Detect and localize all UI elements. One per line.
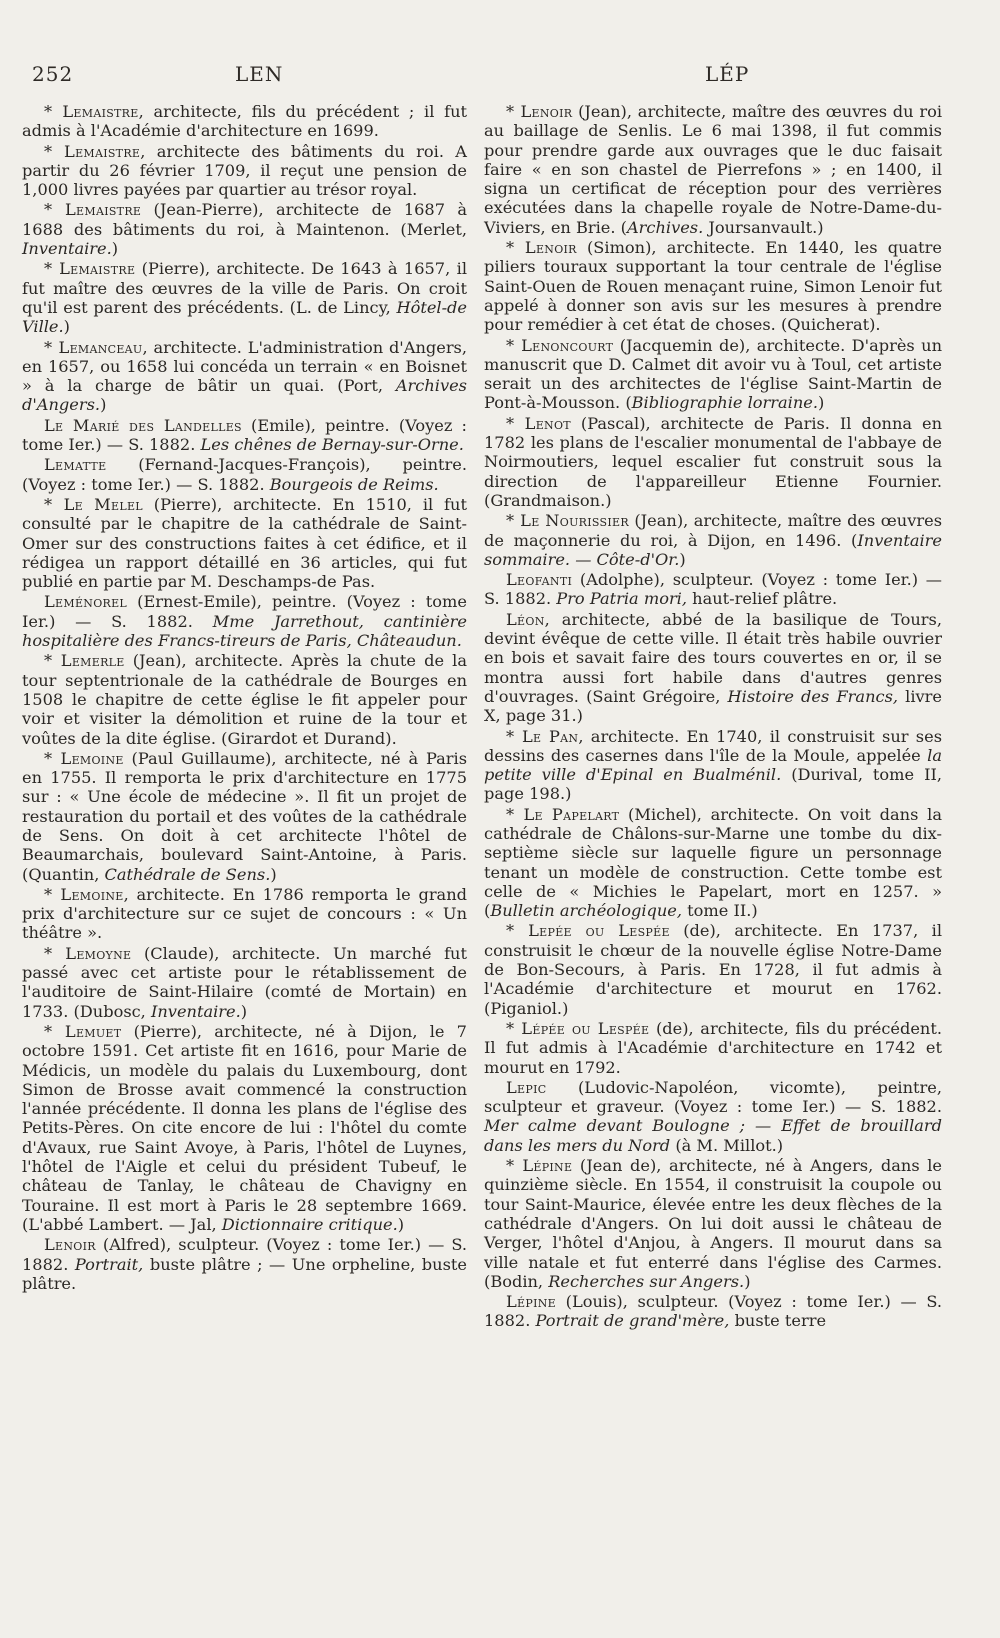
entry-reference: Mer calme devant Boulogne ; — Effet de brouillard dans les mers du Nord [484, 1116, 942, 1155]
entry-tail: (Durival, tome II, page 198.) [484, 765, 942, 804]
entry-reference: Hôtel-de Ville. [22, 297, 467, 337]
entry-name: Lenoir [44, 1235, 96, 1255]
dictionary-entry [22, 142, 467, 200]
dictionary-entry [22, 338, 467, 415]
dictionary-entry [22, 1235, 467, 1293]
entry-name: * Lenoir [506, 238, 577, 258]
entry-name: * Lépine [506, 1156, 573, 1176]
entry-reference: Les chênes de Bernay-sur-Orne. [200, 435, 464, 455]
dictionary-entry [22, 885, 467, 943]
entry-text: (Adolphe), sculpteur. (Voyez : tome Ier.) — S. 1882. [484, 570, 942, 609]
entry-text: (Jean), architecte, maître des œuvres de maçonnerie du roi, à Dijon, en 1496. ( [484, 511, 942, 550]
entry-reference: Cathédrale de Sens. [104, 864, 271, 884]
running-header [0, 62, 1000, 92]
dictionary-entry [22, 651, 467, 747]
entry-reference: Dictionnaire critique. [221, 1214, 398, 1234]
page-number: 252 [32, 62, 74, 86]
entry-reference: Pro Patria mori, [556, 589, 688, 609]
entry-name: Lépine [506, 1292, 556, 1312]
entry-text: (Alfred), sculpteur. (Voyez : tome Ier.) — S. 1882. [22, 1235, 467, 1274]
entry-reference: Archives d'Angers. [22, 376, 467, 415]
entry-tail: (à M. Millot.) [670, 1135, 784, 1155]
entry-name: Lematte [44, 455, 107, 475]
dictionary-entry [484, 238, 942, 334]
entry-text: (Pascal), architecte de Paris. Il donna en 1782 les plans de l'escalier monumental de l'abbaye de Noirmoutiers, lequel escalier fut construit sous la direction de l'appareilleur Etienne Fournier. (Grandmaison.) [484, 413, 942, 510]
entry-name: * Lepée ou Lespée [506, 921, 670, 941]
entry-name: * Lemaistre [44, 102, 139, 121]
entry-tail: ) [679, 549, 686, 569]
dictionary-entry [484, 610, 942, 726]
entry-tail: ) [63, 317, 70, 337]
entry-text: (Claude), architecte. Un marché fut passé avec cet artiste pour le rétablissement de l'auditoire de Saint-Hilaire (comté de Mortain) en 1733. (Dubosc, [22, 943, 467, 1021]
entry-text: , architecte. En 1740, il construisit sur ses dessins des casernes dans l'île de la Moule, appelée [484, 726, 942, 765]
entry-tail: tome II.) [682, 901, 758, 921]
dictionary-entry [22, 592, 467, 650]
entry-tail: Joursanvault.) [703, 217, 824, 237]
entry-name: * Lépée ou Lespée [506, 1018, 650, 1038]
entry-tail: ) [240, 1001, 248, 1021]
entry-reference: Portrait, [74, 1254, 144, 1274]
dictionary-entry [22, 200, 467, 258]
dictionary-entry [484, 1078, 942, 1155]
entry-name: * Lemerle [44, 651, 125, 671]
left-column [22, 102, 467, 1294]
entry-text: (Jean de), architecte, né à Angers, dans le quinzième siècle. En 1554, il construisit la coupole ou tour Saint-Maurice, élevée entre les deux flèches de la cathédrale d'Angers. On lui doit aussi le château de Verger, l'hôtel d'Anjou, à Angers. Il mourut dans sa ville natale et fut enterré dans l'église des Carmes. (Bodin, [484, 1156, 943, 1291]
entry-tail: ) [270, 864, 277, 884]
dictionary-entry [484, 570, 942, 609]
entry-name: * Le Melel [44, 494, 143, 514]
entry-name: * Lenoncourt [506, 335, 614, 355]
entry-tail: livre X, page 31.) [484, 686, 943, 726]
entry-text: (Paul Guillaume), architecte, né à Paris en 1755. Il remporta le prix d'architecture en 1775 sur : « Une école de médecine ». Il fit un projet de restauration du portail et des voûtes de la cathédrale de Sens. On doit à cet architecte l'hôtel de Beaumarchais, boulevard Saint-Antoine, à Paris. (Quantin, [22, 748, 468, 884]
entry-name: * Lemaistre [44, 200, 142, 220]
entry-text: (Jacquemin de), architecte. D'après un manuscrit que D. Calmet dit avoir vu à Toul, cet artiste serait un des architectes de l'église Saint-Martin de Pont-à-Mousson. ( [484, 335, 942, 413]
dictionary-entry [484, 1292, 942, 1331]
entry-reference: Inventaire sommaire. — Côte-d'Or. [484, 530, 942, 569]
entry-text: (Fernand-Jacques-François), peintre. (Voyez : tome Ier.) — S. 1882. [22, 455, 467, 494]
entry-reference: Archives. [626, 217, 704, 237]
entry-tail: ) [111, 239, 119, 259]
entry-name: * Lenot [506, 413, 571, 433]
entry-text: , architecte, fils du précédent ; il fut admis à l'Académie d'architecture en 1699. [22, 102, 467, 141]
entry-name: Leofanti [506, 570, 573, 590]
entry-text: (Pierre), architecte, né à Dijon, le 7 octobre 1591. Cet artiste fit en 1616, pour Marie de Médicis, un modèle du palais du Luxembourg, dont Simon de Brosse avait commencé la construction l'année précédente. Il donna les plans de l'église des Petits-Pères. On cite encore de lui : l'hôtel du comte d'Avaux, rue Saint Avoye, à Paris, l'hôtel de Luynes, l'hôtel de l'Aigle et celui du président Tubeuf, le château de Tanlay, le château de Chavigny en Touraine. Il est mort à Paris le 28 septembre 1669. (L'abbé Lambert. — Jal, [22, 1021, 467, 1234]
entry-text: (Simon), architecte. En 1440, les quatre piliers touraux supportant la tour centrale de l'église Saint-Ouen de Rouen menaçant ruine, Simon Lenoir fut appelé à donner son avis sur les mesures à prendre pour remédier à cet état de choses. (Quicherat). [484, 238, 942, 335]
dictionary-entry [22, 102, 467, 141]
entry-text: (Louis), sculpteur. (Voyez : tome Ier.) — S. 1882. [484, 1292, 942, 1331]
dictionary-entry [484, 1019, 942, 1077]
left-running-head: LEN [235, 62, 284, 86]
dictionary-entry [22, 259, 467, 336]
dictionary-entry [484, 921, 942, 1017]
entry-text: (de), architecte, fils du précédent. Il fut admis à l'Académie d'architecture en 1742 et mourut en 1792. [484, 1018, 943, 1077]
dictionary-entry [484, 414, 942, 510]
entry-reference: Recherches sur Angers. [548, 1271, 745, 1291]
dictionary-entry [484, 102, 942, 237]
dictionary-entry [22, 495, 467, 591]
entry-text: (Ludovic-Napoléon, vicomte), peintre, sculpteur et graveur. (Voyez : tome Ier.) — S. 1882. [484, 1077, 942, 1117]
entry-text: , architecte. L'administration d'Angers, en 1657, ou 1658 lui concéda un terrain « en Boisnet » à la charge de bâtir un quai. (Port, [22, 337, 468, 396]
entry-name: * Lemoine [44, 748, 124, 768]
dictionary-entry [484, 1156, 942, 1291]
entry-text: (Pierre), architecte. En 1510, il fut consulté par le chapitre de la cathédrale de Saint-Omer sur des constructions faites à cet édifice, et il rédigea un rapport détaillé en 36 articles, qui fut publié en partie par M. Deschamps-de Pas. [22, 494, 467, 592]
dictionary-entry [22, 944, 467, 1021]
entry-text: (Michel), architecte. On voit dans la cathédrale de Châlons-sur-Marne une tombe du dix-septième siècle sur laquelle figure un personnage tenant un modèle de construction. Cette tombe est celle de « Michies le Papelart, mort en 1257. » ( [484, 804, 942, 921]
entry-tail: ) [397, 1214, 405, 1234]
entry-name: Leménorel [44, 592, 128, 612]
dictionary-entry [484, 336, 942, 413]
entry-reference: Inventaire. [22, 239, 112, 259]
entry-reference: Mme Jarrethout, cantinière hospitalière des Francs-tireurs de Paris, Châteaudun. [22, 611, 467, 651]
dictionary-entry [484, 727, 942, 804]
entry-text: , architecte des bâtiments du roi. A partir du 26 février 1709, il reçut une pension de 1,000 livres payées par quartier au trésor royal. [22, 141, 467, 200]
entry-text: (Jean), architecte. Après la chute de la tour septentrionale de la cathédrale de Bourges en 1508 le chapitre de cette église le fit appeler pour voir et visiter la démolition et ruine de la tour et voûtes de la dite église. (Girardot et Durand). [22, 651, 467, 748]
entry-name: * Lemoine [44, 884, 124, 904]
entry-name: * Lemaistre [44, 259, 136, 279]
entry-reference: Histoire des Francs, [727, 686, 899, 706]
entry-text: , architecte. En 1786 remporta le grand prix d'architecture sur ce sujet de concours : « Un théâtre ». [22, 884, 467, 943]
entry-name: * Lemaistre [44, 141, 141, 161]
entry-tail: ) [100, 395, 107, 415]
dictionary-entry [484, 805, 942, 921]
entry-text: (Pierre), architecte. De 1643 à 1657, il fut maître des œuvres de la ville de Paris. On croit qu'il est parent des précédents. (L. de Lincy, [22, 259, 467, 317]
entry-text: (Emile), peintre. (Voyez : tome Ier.) — S. 1882. [22, 415, 467, 455]
entry-reference: Bibliographie lorraine. [631, 393, 818, 413]
entry-text: (Jean-Pierre), architecte de 1687 à 1688 des bâtiments du roi, à Maintenon. (Merlet, [22, 200, 467, 239]
entry-reference: Bulletin archéologique, [490, 901, 683, 921]
entry-name: Léon [506, 609, 545, 629]
entry-name: * Lemuet [44, 1021, 122, 1041]
entry-tail: ) [744, 1271, 751, 1291]
entry-name: Lepic [506, 1077, 547, 1097]
entry-tail: ) [818, 393, 825, 413]
dictionary-entry [22, 416, 467, 455]
entry-tail: buste plâtre ; — Une orpheline, buste plâtre. [22, 1254, 467, 1293]
entry-text: , architecte, abbé de la basilique de Tours, devint évêque de cette ville. Il était très habile ouvrier en bois et savait faire des tours couvertes en or, il se montra aussi fort habile dans d'autres genres d'ouvrages. (Saint Grégoire, [484, 609, 942, 706]
entry-reference: la petite ville d'Epinal en Bualménil. [484, 745, 942, 785]
entry-reference: Portrait de grand'mère, [535, 1311, 730, 1331]
entry-text: (de), architecte. En 1737, il construisit le chœur de la nouvelle église Notre-Dame de Bon-Secours, à Paris. En 1728, il fut admis à l'Académie d'architecture et mourut en 1762. (Piganiol.) [484, 921, 942, 1018]
entry-reference: Inventaire. [150, 1001, 241, 1021]
dictionary-entry [484, 511, 942, 569]
entry-reference: Bourgeois de Reims. [269, 474, 439, 494]
dictionary-entry [22, 1022, 467, 1234]
entry-text: (Ernest-Emile), peintre. (Voyez : tome Ier.) — S. 1882. [22, 592, 467, 631]
entry-name: Le Marié des Landelles [44, 415, 242, 435]
entry-text: (Jean), architecte, maître des œuvres du roi au baillage de Senlis. Le 6 mai 1398, il fut commis pour prendre garde aux ouvrages que le duc faisait faire « en son chastel de Pierrefons » ; en 1400, il signa un certificat de réception pour des verrières exécutées dans la chapelle royale de Notre-Dame-du-Viviers, en Brie. ( [484, 102, 942, 237]
entry-name: * Lemanceau [44, 337, 143, 357]
entry-name: * Le Pan [506, 726, 579, 746]
dictionary-entry [22, 455, 467, 494]
entry-name: * Le Nourissier [506, 511, 629, 531]
right-running-head: LÉP [705, 62, 750, 86]
entry-tail: buste terre [729, 1311, 827, 1331]
entry-name: * Lenoir [506, 102, 573, 121]
entry-tail: haut-relief plâtre. [687, 589, 838, 609]
right-column [484, 102, 942, 1332]
entry-name: * Lemoyne [44, 943, 132, 963]
dictionary-entry [22, 749, 467, 884]
entry-name: * Le Papelart [506, 804, 620, 824]
